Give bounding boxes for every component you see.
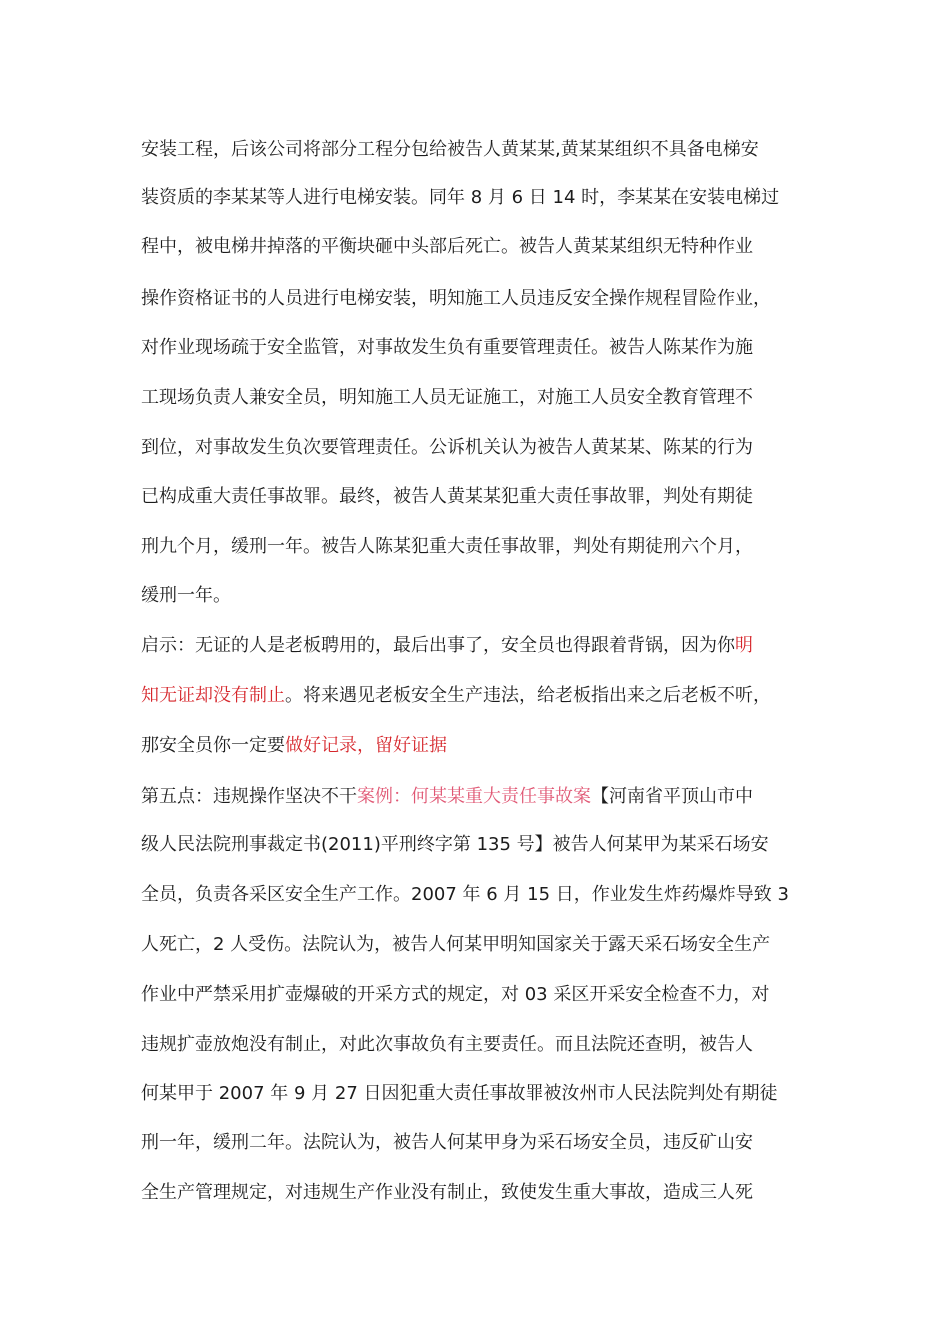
paragraph-line: 到位，对事故发生负次要管理责任。公诉机关认为被告人黄某某、陈某的行为 bbox=[141, 437, 753, 458]
paragraph-line: 对作业现场疏于安全监管，对事故发生负有重要管理责任。被告人陈某作为施 bbox=[141, 337, 753, 358]
insight-line bbox=[141, 633, 753, 659]
insight-highlight: 知无证却没有制止 bbox=[141, 685, 285, 706]
case-citation: 【河南省平顶山市中 bbox=[591, 786, 753, 807]
paragraph-line: 安装工程，后该公司将部分工程分包给被告人黄某某,黄某某组织不具备电梯安 bbox=[141, 139, 759, 160]
case-heading-line bbox=[141, 784, 753, 810]
paragraph-line: 全员，负责各采区安全生产工作。2007 年 6 月 15 日，作业发生炸药爆炸导致 3 bbox=[141, 884, 789, 905]
paragraph-line: 工现场负责人兼安全员，明知施工人员无证施工，对施工人员安全教育管理不 bbox=[141, 387, 753, 408]
paragraph-line: 缓刑一年。 bbox=[141, 585, 231, 606]
paragraph-line: 操作资格证书的人员进行电梯安装，明知施工人员违反安全操作规程冒险作业， bbox=[141, 288, 771, 309]
paragraph-line: 人死亡，2 人受伤。法院认为，被告人何某甲明知国家关于露天采石场安全生产 bbox=[141, 934, 771, 955]
insight-text: 。将来遇见老板安全生产违法，给老板指出来之后老板不听， bbox=[285, 685, 771, 706]
paragraph-line: 装资质的李某某等人进行电梯安装。同年 8 月 6 日 14 时，李某某在安装电梯过 bbox=[141, 187, 780, 208]
paragraph-line: 已构成重大责任事故罪。最终，被告人黄某某犯重大责任事故罪，判处有期徒 bbox=[141, 486, 753, 507]
paragraph-line: 违规扩壶放炮没有制止，对此次事故负有主要责任。而且法院还查明，被告人 bbox=[141, 1034, 753, 1055]
insight-line bbox=[141, 733, 447, 759]
paragraph-line: 程中，被电梯井掉落的平衡块砸中头部后死亡。被告人黄某某组织无特种作业 bbox=[141, 236, 753, 257]
point-heading: 第五点：违规操作坚决不干 bbox=[141, 786, 357, 807]
paragraph-line: 刑九个月，缓刑一年。被告人陈某犯重大责任事故罪，判处有期徒刑六个月， bbox=[141, 536, 753, 557]
paragraph-line: 何某甲于 2007 年 9 月 27 日因犯重大责任事故罪被汝州市人民法院判处有期徒 bbox=[141, 1083, 778, 1104]
paragraph-line: 全生产管理规定，对违规生产作业没有制止，致使发生重大事故，造成三人死 bbox=[141, 1182, 753, 1203]
case-title: 案例：何某某重大责任事故案 bbox=[357, 786, 591, 807]
paragraph-line: 刑一年，缓刑二年。法院认为，被告人何某甲身为采石场安全员，违反矿山安 bbox=[141, 1132, 753, 1153]
insight-highlight: 明 bbox=[735, 635, 753, 656]
insight-text: 那安全员你一定要 bbox=[141, 735, 285, 756]
insight-highlight: 做好记录，留好证据 bbox=[285, 735, 447, 756]
paragraph-line: 级人民法院刑事裁定书(2011)平刑终字第 135 号】被告人何某甲为某采石场安 bbox=[141, 834, 769, 855]
insight-text: 启示：无证的人是老板聘用的，最后出事了，安全员也得跟着背锅，因为你 bbox=[141, 635, 735, 656]
insight-line bbox=[141, 683, 771, 709]
paragraph-line: 作业中严禁采用扩壶爆破的开采方式的规定，对 03 采区开采安全检查不力，对 bbox=[141, 984, 770, 1005]
